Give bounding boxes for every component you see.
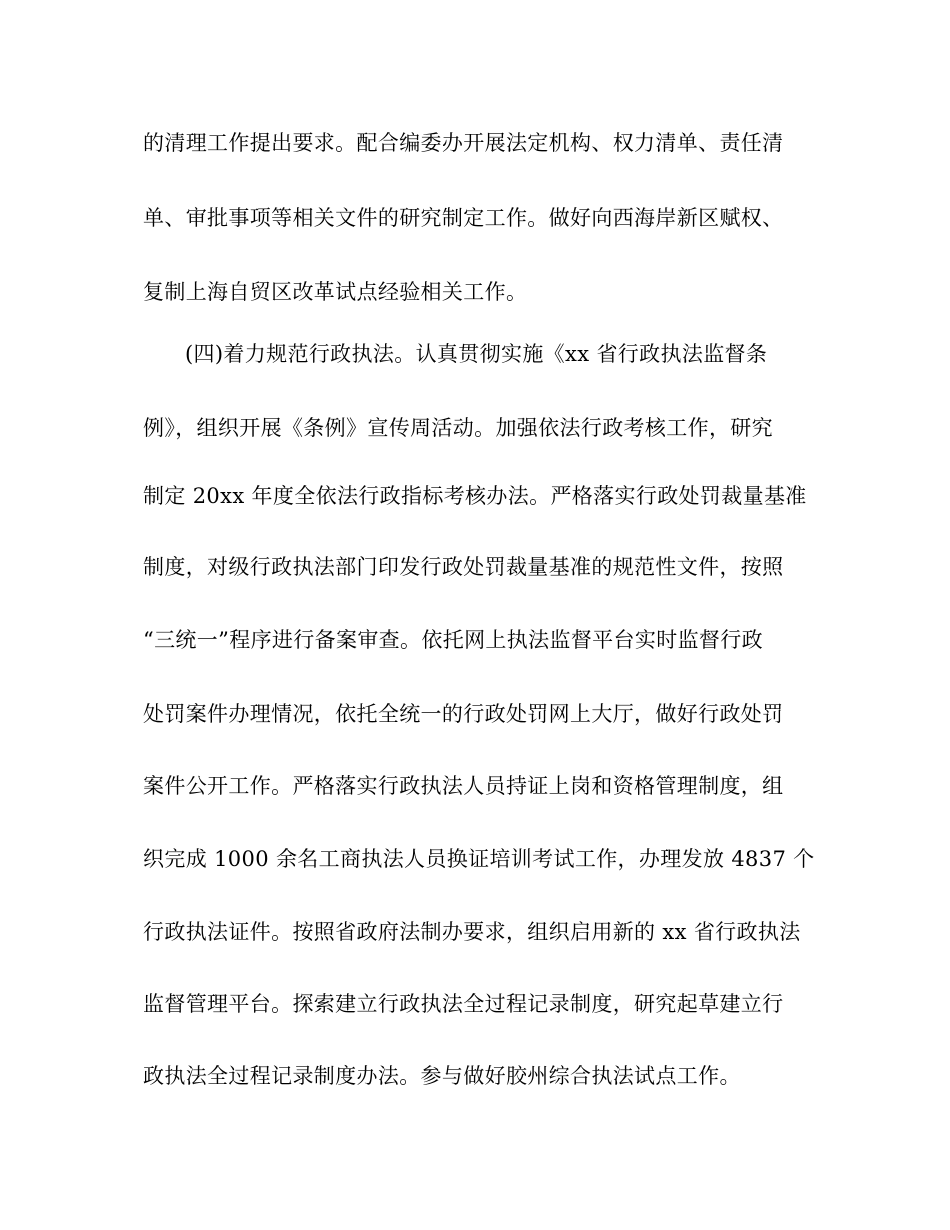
text-line: 织完成 1000 余名工商执法人员换证培训考试工作，办理发放 4837 个 [143, 847, 815, 871]
text-line: 制定 20xx 年度全依法行政指标考核办法。严格落实行政处罚裁量基准 [143, 484, 807, 508]
text-line: 的清理工作提出要求。配合编委办开展法定机构、权力清单、责任清 [143, 131, 784, 155]
text-line: 案件公开工作。严格落实行政执法人员持证上岗和资格管理制度，组 [143, 774, 784, 798]
text-line: 处罚案件办理情况，依托全统一的行政处罚网上大厅，做好行政处罚 [143, 702, 784, 726]
text-line: 政执法全过程记录制度办法。参与做好胶州综合执法试点工作。 [143, 1064, 741, 1088]
text-line: “三统一”程序进行备案审查。依托网上执法监督平台实时监督行政 [143, 628, 763, 652]
text-line: 制度，对级行政执法部门印发行政处罚裁量基准的规范性文件，按照 [143, 555, 784, 579]
text-line: 例》，组织开展《条例》宣传周活动。加强依法行政考核工作，研究 [143, 416, 773, 440]
text-line: 监督管理平台。探索建立行政执法全过程记录制度，研究起草建立行 [143, 992, 784, 1016]
text-line: 行政执法证件。按照省政府法制办要求，组织启用新的 xx 省行政执法 [143, 920, 801, 944]
text-line: 复制上海自贸区改革试点经验相关工作。 [143, 280, 528, 304]
paragraph-heading-line: (四)着力规范行政执法。认真贯彻实施《xx 省行政执法监督条 [185, 342, 768, 366]
text-line: 单、审批事项等相关文件的研究制定工作。做好向西海岸新区赋权、 [143, 206, 784, 230]
